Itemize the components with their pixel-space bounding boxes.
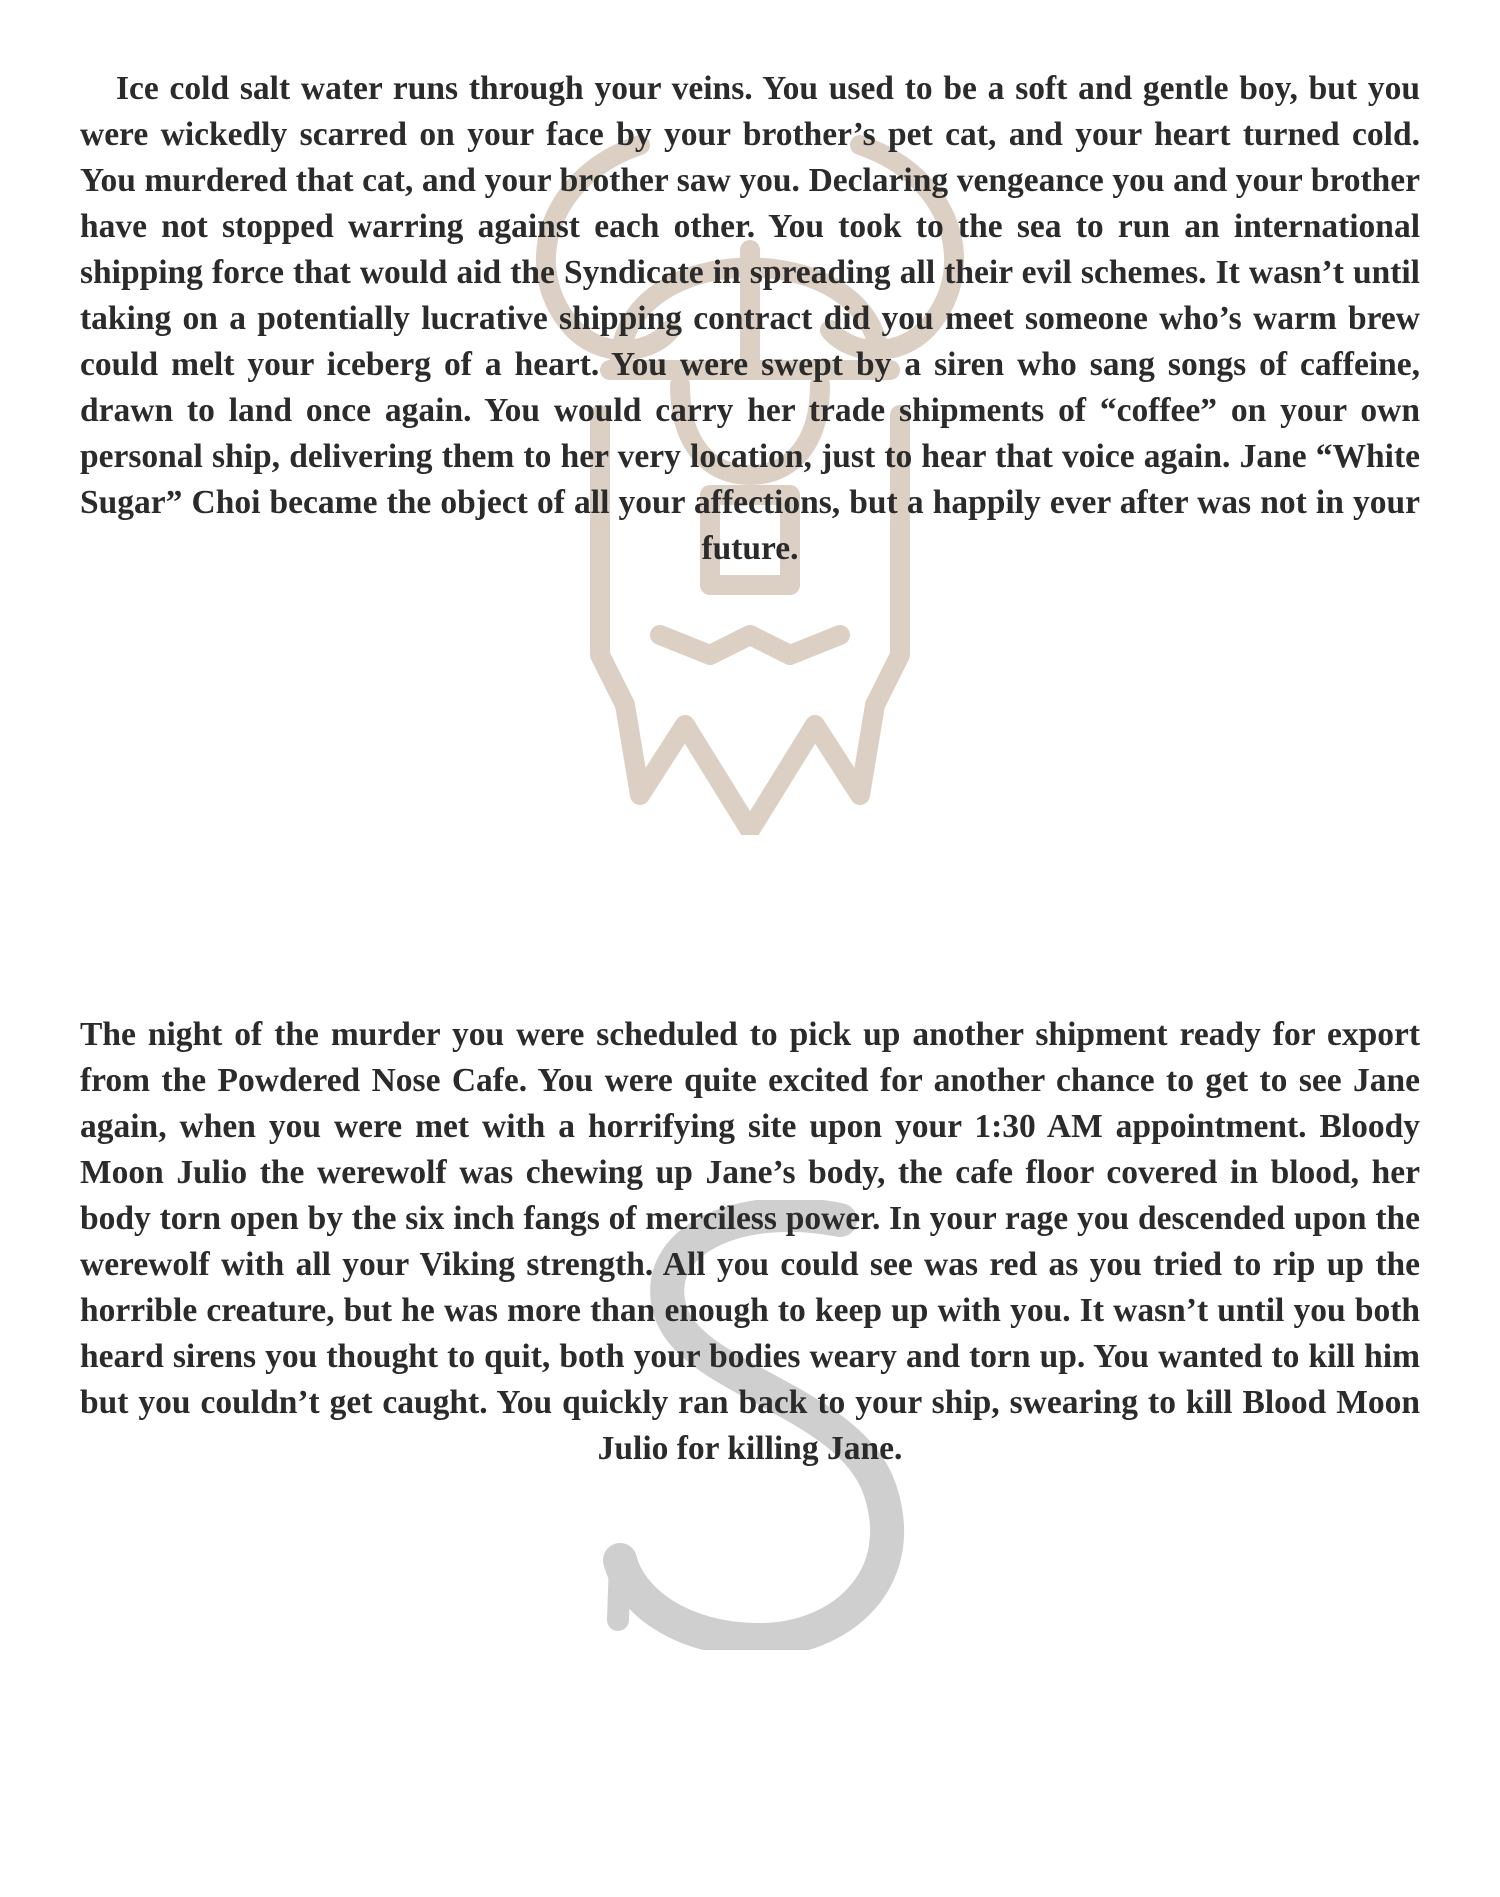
story-paragraph-murder-night: The night of the murder you were scheduled to pick up another shipment ready for export from the Powdered Nose Cafe. You were quite excited for another chance to get to see Jane again, when you were met with a horrifying site upon your 1:30 AM appointment. Bloody Moon Julio the werewolf was chewing up Jane’s body, the cafe floor covered in blood, her body torn open by the six inch fangs of merciless power. In your rage you descended upon the werewolf with all your Viking strength. All you could see was red as you tried to rip up the horrible creature, but he was more than enough to keep up with you. It wasn’t until you both heard sirens you thought to quit, both your bodies weary and torn up. You wanted to kill him but you couldn’t get caught. You quickly ran back to your ship, swearing to kill Blood Moon Julio for killing Jane. — [80, 1016, 1420, 1467]
story-paragraph-backstory: Ice cold salt water runs through your veins. You used to be a soft and gentle boy, but you were wickedly scarred on your face by your brother’s pet cat, and your heart turned cold. You murdered that cat, and your brother saw you. Declaring vengeance you and your brother have not stopped warring against each other. You took to the sea to run an international shipping force that would aid the Syndicate in spreading all their evil schemes. It wasn’t until taking on a potentially lucrative shipping contract did you meet someone who’s warm brew could melt your iceberg of a heart. You were swept by a siren who sang songs of caffeine, drawn to land once again. You would carry her trade shipments of “coffee” on your own personal ship, delivering them to her very location, just to hear that voice again. Jane “White Sugar” Choi became the object of all your affections, but a happily ever after was not in your future. — [80, 70, 1420, 567]
